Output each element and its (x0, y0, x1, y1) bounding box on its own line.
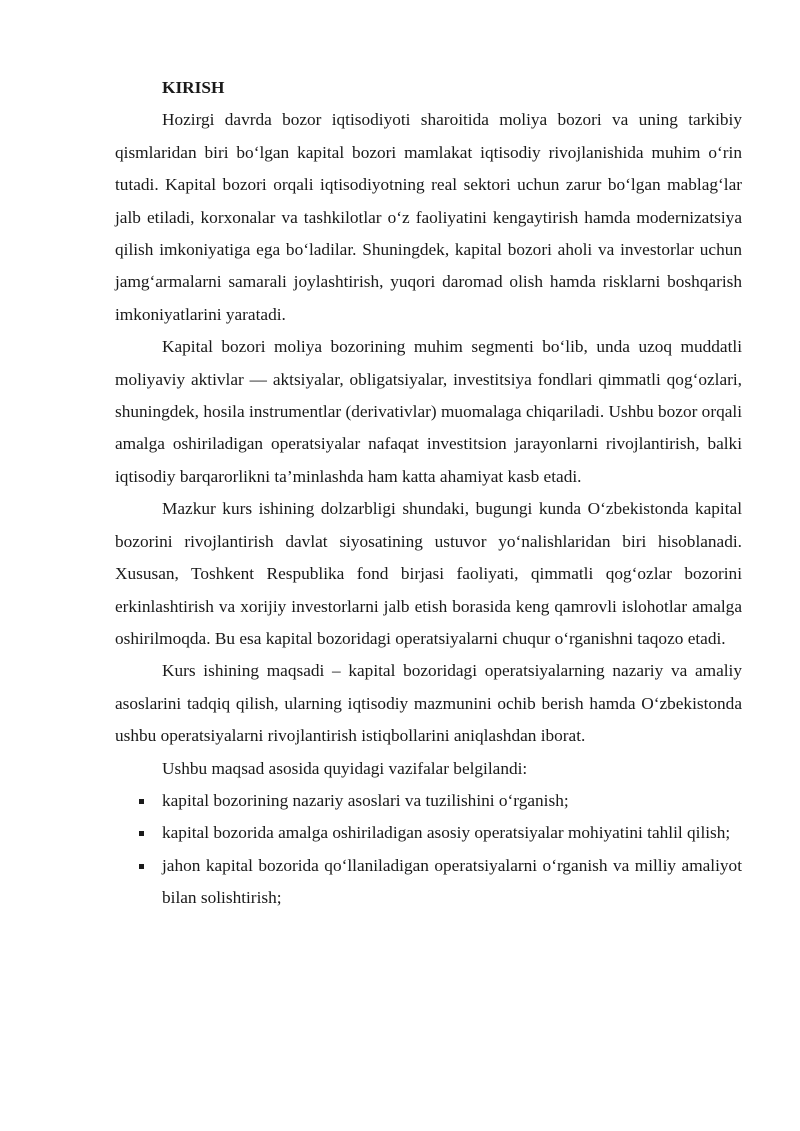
document-page (115, 72, 742, 915)
paragraph-relevance: Mazkur kurs ishining dolzarbligi shundaki, bugungi kunda O‘zbekistonda kapital bozorini rivojlantirish davlat siyosatining ustuvor yo‘nalishlaridan biri hisoblanadi. Xususan, Toshkent Respublika fond birjasi faoliyati, qimmatli qog‘ozlar bozorini erkinlashtirish va xorijiy investorlarni jalb etish borasida keng qamrovli islohotlar amalga oshirilmoqda. Bu esa kapital bozoridagi operatsiyalarni chuqur o‘rganishni taqozo etadi. (115, 499, 742, 648)
paragraph-intro: Hozirgi davrda bozor iqtisodiyoti sharoitida moliya bozori va uning tarkibiy qismlaridan biri bo‘lgan kapital bozori mamlakat iqtisodiy rivojlanishida muhim o‘rin tutadi. Kapital bozori orqali iqtisodiyotning real sektori uchun zarur bo‘lgan mablag‘lar jalb etiladi, korxonalar va tashkilotlar o‘z faoliyatini kengaytirish hamda modernizatsiya qilish imkoniyatiga ega bo‘ladilar. Shuningdek, kapital bozori aholi va investorlar uchun jamg‘armalarni samarali joylashtirish, yuqori daromad olish hamda risklarni boshqarish imkoniyatlarini yaratadi. (115, 110, 742, 324)
list-item (115, 785, 742, 817)
list-item-text: jahon kapital bozorida qo‘llaniladigan operatsiyalarni o‘rganish va milliy amaliyot bilan solishtirish; (162, 855, 742, 908)
paragraph-goal: Kurs ishining maqsadi – kapital bozoridagi operatsiyalarning nazariy va amaliy asoslarini tadqiq qilish, ularning iqtisodiy mazmunini ochib berish hamda O‘zbekistonda ushbu operatsiyalarni rivojlantirish istiqbollarini aniqlashdan iborat. (115, 661, 742, 746)
list-item (115, 817, 742, 849)
square-bullet-icon (139, 799, 144, 804)
list-item-text: kapital bozorida amalga oshiriladigan asosiy operatsiyalar mohiyatini tahlil qilish; (162, 823, 731, 843)
list-item-text: kapital bozorining nazariy asoslari va tuzilishini o‘rganish; (162, 790, 569, 810)
section-heading: KIRISH (162, 78, 225, 97)
paragraph-capital-market: Kapital bozori moliya bozorining muhim segmenti bo‘lib, unda uzoq muddatli moliyaviy aktivlar — aktsiyalar, obligatsiyalar, investitsiya fondlari qimmatli qog‘ozlari, shuningdek, hosila instrumentlar (derivativlar) muomalaga chiqariladi. Ushbu bozor orqali amalga oshiriladigan operatsiyalar nafaqat investitsion jarayonlarni rivojlantirish, balki iqtisodiy barqarorlikni ta’minlashda ham katta ahamiyat kasb etadi. (115, 337, 742, 486)
paragraph-tasks-intro: Ushbu maqsad asosida quyidagi vazifalar belgilandi: (162, 758, 528, 778)
square-bullet-icon (139, 864, 144, 869)
square-bullet-icon (139, 831, 144, 836)
list-item (115, 850, 742, 915)
task-list (115, 785, 742, 915)
